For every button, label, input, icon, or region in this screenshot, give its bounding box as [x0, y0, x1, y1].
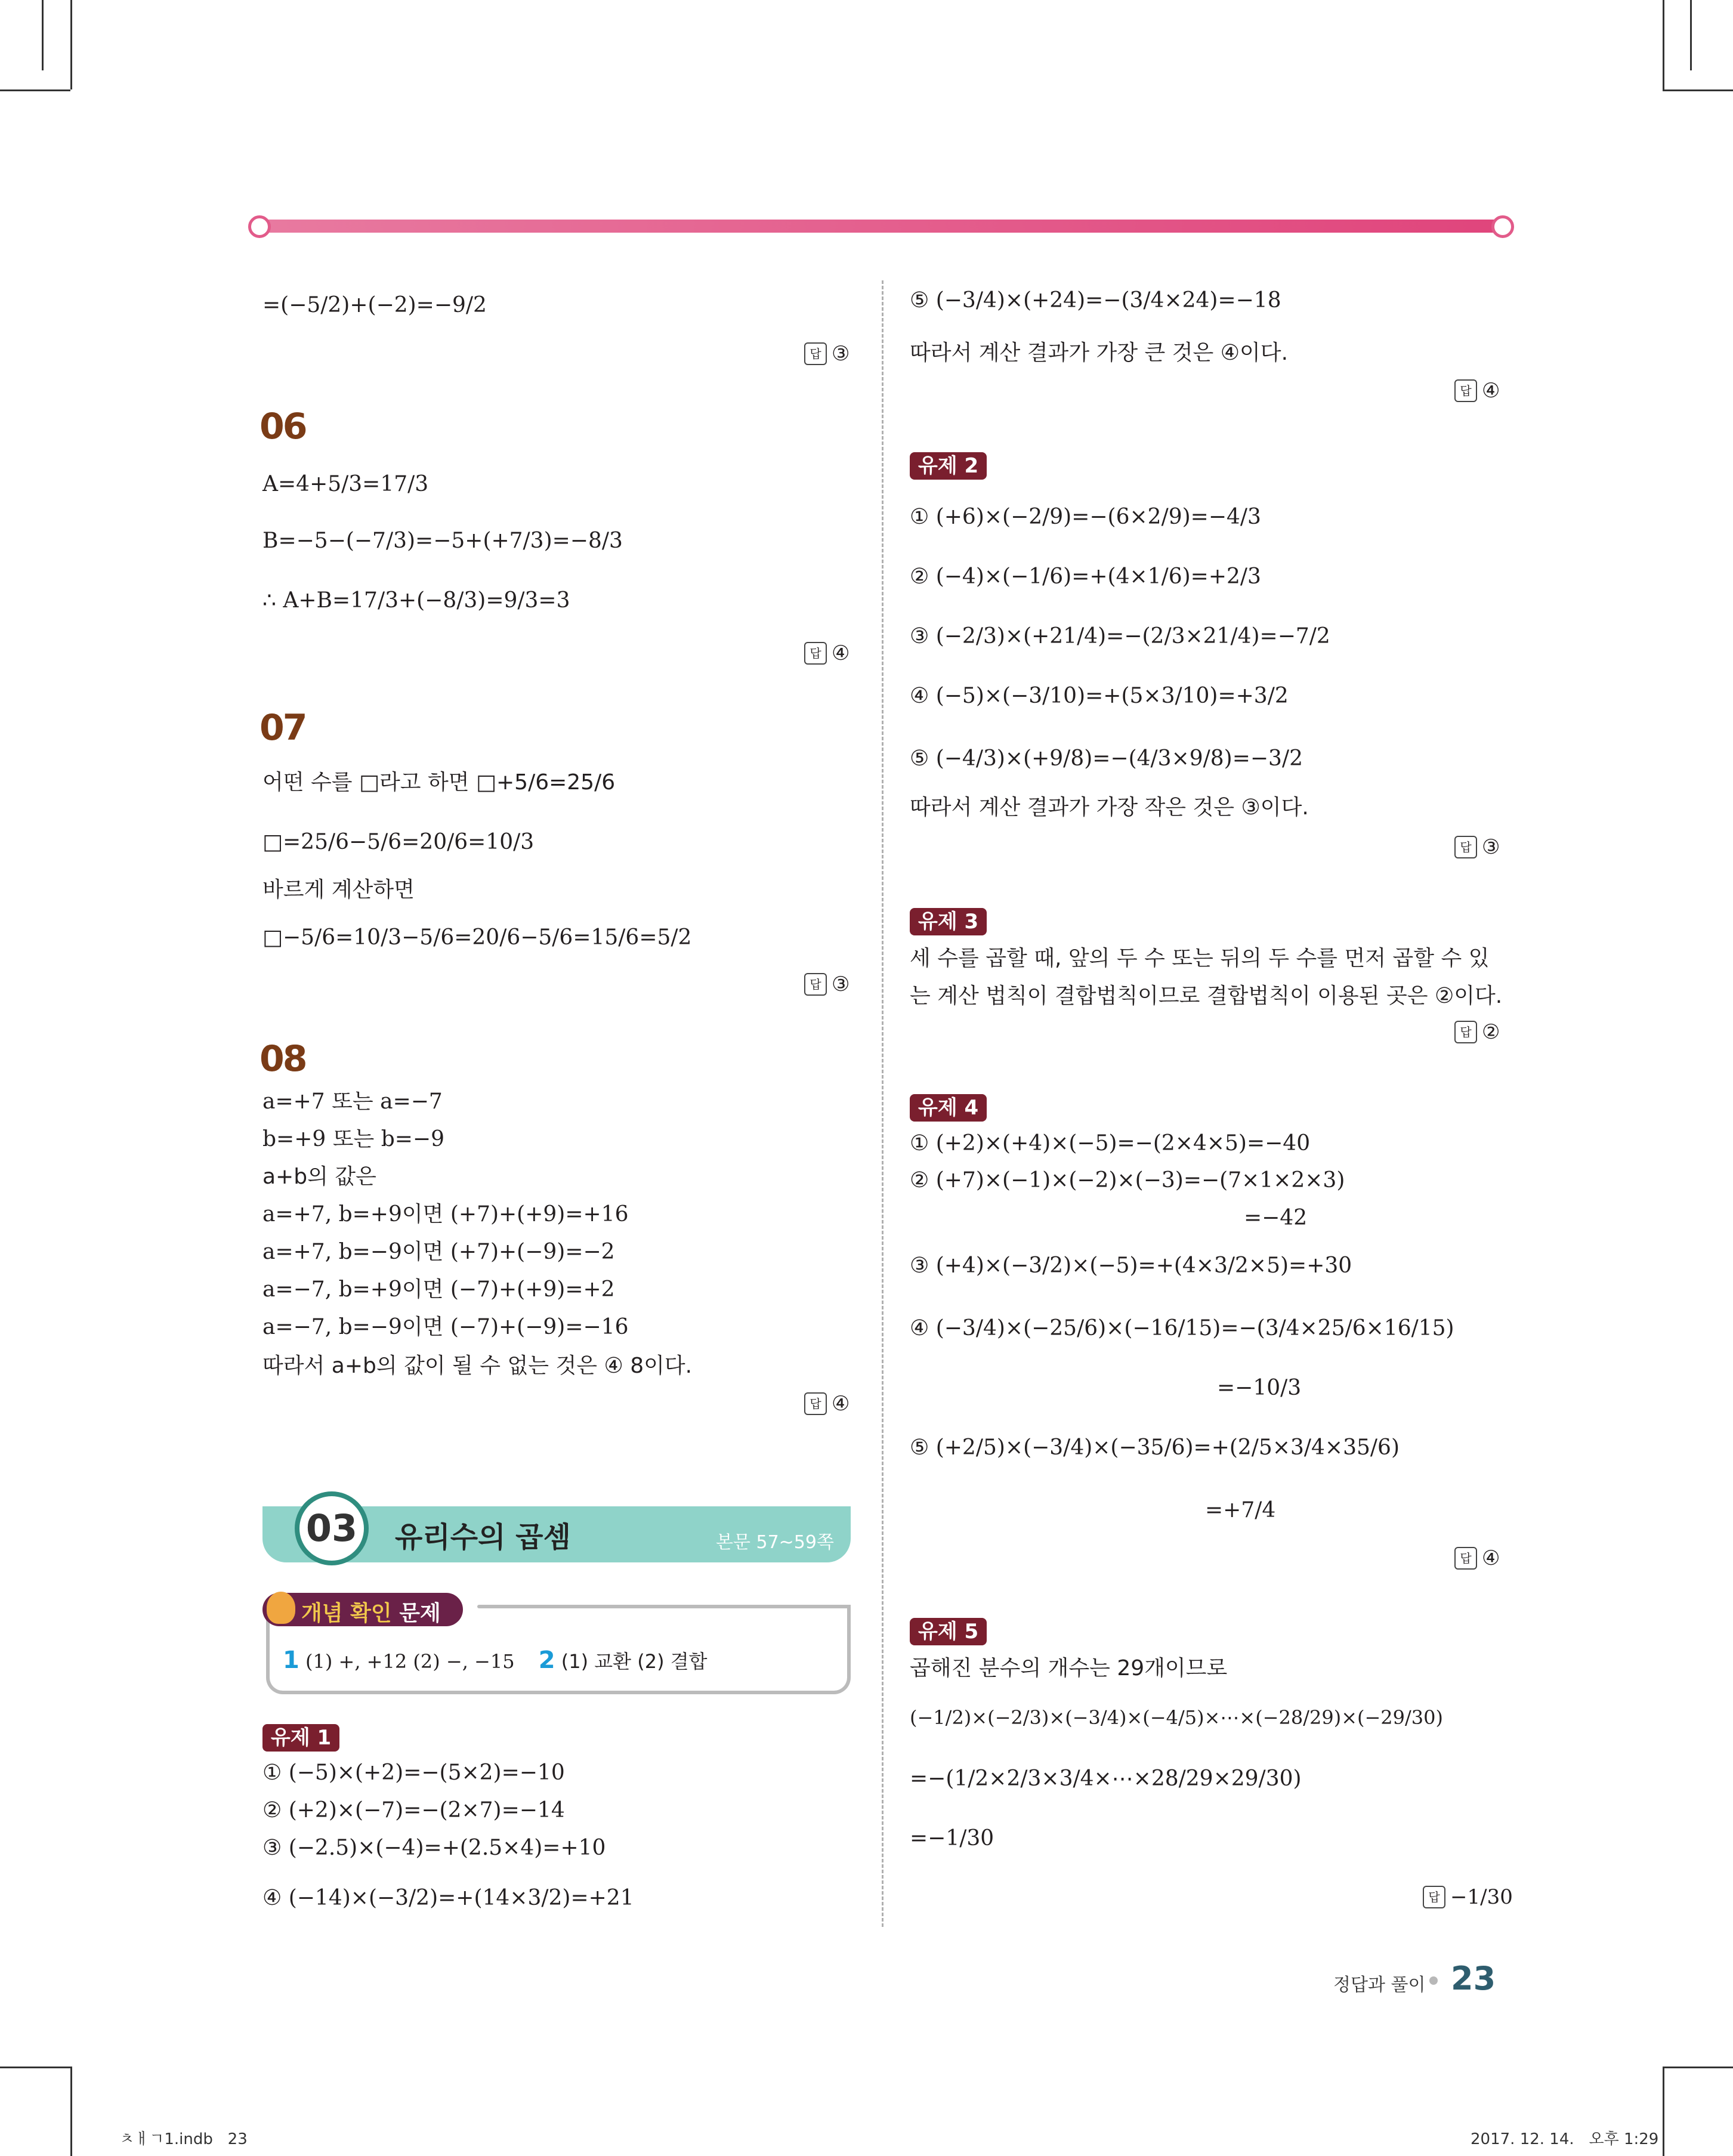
answer-tag-icon: 답 [1454, 836, 1477, 858]
equation-line: □=25/6−5/6=20/6=10/3 [262, 830, 535, 854]
equation-line: ② (+7)×(−1)×(−2)×(−3)=−(7×1×2×3) [910, 1168, 1345, 1193]
equation-line: ⑤ (−4/3)×(+9/8)=−(4/3×9/8)=−3/2 [910, 746, 1303, 771]
answer-tag-icon: 답 [1454, 1547, 1477, 1570]
equation-line: ① (−5)×(+2)=−(5×2)=−10 [262, 1760, 565, 1785]
slug-right: 2017. 12. 14. 오후 1:29 [1471, 2130, 1659, 2148]
equation-line: ① (+6)×(−2/9)=−(6×2/9)=−4/3 [910, 505, 1261, 529]
answer-value: ④ [1482, 1546, 1500, 1570]
crop-mark [1663, 89, 1733, 91]
answer-value: ③ [832, 342, 850, 366]
header-rule-dot-right [1491, 215, 1514, 238]
section-title: 유리수의 곱셈 [395, 1521, 571, 1554]
answer-value: ④ [832, 1392, 850, 1416]
answer-value: ② [1482, 1020, 1500, 1044]
text-line: 바르게 계산하면 [262, 878, 415, 902]
concept-item-number: 1 [283, 1647, 299, 1674]
answer-tag-icon: 답 [1454, 1021, 1477, 1043]
equation-line: (−1/2)×(−2/3)×(−3/4)×(−4/5)×⋯×(−28/29)×(−29/30) [910, 1706, 1443, 1729]
text-line: 세 수를 곱할 때, 앞의 두 수 또는 뒤의 두 수를 먼저 곱할 수 있 [910, 946, 1490, 971]
answer-tag-icon: 답 [804, 1392, 827, 1415]
equation-line: =(−5/2)+(−2)=−9/2 [262, 293, 487, 317]
text-line: 는 계산 법칙이 결합법칙이므로 결합법칙이 이용된 곳은 ②이다. [910, 984, 1503, 1008]
equation-line: a=+7 또는 a=−7 [262, 1089, 443, 1114]
equation-line: B=−5−(−7/3)=−5+(+7/3)=−8/3 [262, 529, 623, 553]
concept-answers [283, 1647, 708, 1674]
text-line: 따라서 a+b의 값이 될 수 없는 것은 ④ 8이다. [262, 1354, 693, 1378]
crop-mark [1663, 2067, 1733, 2068]
footer-label: 정답과 풀이 [1333, 1975, 1426, 1996]
equation-line: a=−7, b=−9이면 (−7)+(−9)=−16 [262, 1315, 629, 1339]
equation-line: ③ (−2.5)×(−4)=+(2.5×4)=+10 [262, 1836, 606, 1860]
example-badge: 유제 4 [910, 1094, 987, 1122]
section-number-circle: 03 [295, 1491, 369, 1565]
answer-value: ④ [1482, 379, 1500, 403]
concept-item-number: 2 [538, 1647, 555, 1674]
answer-tag-icon: 답 [804, 973, 827, 996]
equation-line: =−1/30 [910, 1826, 994, 1851]
problem-number: 06 [260, 406, 306, 447]
equation-line: ② (+2)×(−7)=−(2×7)=−14 [262, 1798, 565, 1823]
concept-item: (1) 교환 (2) 결합 [561, 1650, 708, 1673]
crop-mark [0, 2067, 70, 2068]
equation-line: ② (−4)×(−1/6)=+(4×1/6)=+2/3 [910, 564, 1261, 589]
equation-line: a=+7, b=+9이면 (+7)+(+9)=+16 [262, 1202, 629, 1227]
text-line: 어떤 수를 □라고 하면 □+5/6=25/6 [262, 770, 616, 795]
page-number: 23 [1451, 1960, 1496, 1997]
header-rule [257, 220, 1503, 233]
equation-line: =−(1/2×2/3×3/4×⋯×28/29×29/30) [910, 1766, 1302, 1791]
answer-mark [1423, 1885, 1513, 1909]
equation-line: =+7/4 [1205, 1498, 1276, 1522]
example-badge: 유제 5 [910, 1618, 987, 1645]
equation-line: =−10/3 [1217, 1376, 1302, 1400]
answer-value: ④ [832, 641, 850, 665]
text-line: a+b의 값은 [262, 1165, 376, 1189]
crop-mark [42, 0, 44, 70]
answer-mark [804, 641, 849, 665]
answer-tag-icon: 답 [1423, 1886, 1445, 1908]
answer-mark [804, 342, 849, 366]
crop-mark [0, 89, 70, 91]
answer-value: ③ [1482, 835, 1500, 859]
equation-line: ⑤ (−3/4)×(+24)=−(3/4×24)=−18 [910, 288, 1281, 313]
equation-line: ∴ A+B=17/3+(−8/3)=9/3=3 [262, 588, 570, 613]
answer-tag-icon: 답 [804, 642, 827, 665]
text-line: 곱해진 분수의 개수는 29개이므로 [910, 1656, 1228, 1681]
equation-line: ④ (−3/4)×(−25/6)×(−16/15)=−(3/4×25/6×16/15) [910, 1316, 1454, 1340]
answer-mark [804, 972, 849, 996]
answer-tag-icon: 답 [1454, 379, 1477, 402]
problem-number: 07 [260, 707, 306, 749]
equation-line: ④ (−14)×(−3/2)=+(14×3/2)=+21 [262, 1886, 634, 1910]
answer-value: −1/30 [1450, 1885, 1513, 1909]
concept-check-box-top [477, 1605, 851, 1608]
crop-mark [1663, 2067, 1664, 2156]
equation-line: A=4+5/3=17/3 [262, 472, 429, 496]
concept-label-text: 개념 확인 문제 [301, 1601, 441, 1626]
lightbulb-icon [267, 1592, 295, 1624]
problem-number: 08 [260, 1038, 306, 1080]
crop-mark [70, 0, 72, 89]
column-divider [882, 280, 884, 1927]
footer-dot [1429, 1976, 1438, 1985]
answer-mark [1454, 1020, 1500, 1044]
equation-line: ① (+2)×(+4)×(−5)=−(2×4×5)=−40 [910, 1131, 1311, 1156]
concept-item: (1) +, +12 (2) −, −15 [305, 1650, 515, 1673]
equation-line: b=+9 또는 b=−9 [262, 1127, 444, 1151]
answer-value: ③ [832, 972, 850, 996]
section-page-ref: 본문 57~59쪽 [716, 1532, 834, 1553]
example-badge: 유제 2 [910, 452, 987, 480]
answer-mark [804, 1392, 849, 1416]
equation-line: a=−7, b=+9이면 (−7)+(+9)=+2 [262, 1277, 615, 1302]
header-rule-dot-left [248, 215, 271, 238]
text-line: 따라서 계산 결과가 가장 큰 것은 ④이다. [910, 341, 1289, 365]
crop-mark [1663, 0, 1664, 89]
answer-mark [1454, 835, 1500, 859]
answer-mark [1454, 379, 1500, 403]
example-badge: 유제 3 [910, 908, 987, 935]
crop-mark [70, 2067, 72, 2156]
equation-line: □−5/6=10/3−5/6=20/6−5/6=15/6=5/2 [262, 925, 692, 950]
answer-tag-icon: 답 [804, 342, 827, 365]
equation-line: =−42 [1244, 1206, 1308, 1230]
equation-line: ③ (+4)×(−3/2)×(−5)=+(4×3/2×5)=+30 [910, 1253, 1352, 1278]
example-badge: 유제 1 [262, 1724, 339, 1752]
text-line: 따라서 계산 결과가 가장 작은 것은 ③이다. [910, 795, 1309, 820]
equation-line: a=+7, b=−9이면 (+7)+(−9)=−2 [262, 1240, 615, 1264]
equation-line: ④ (−5)×(−3/10)=+(5×3/10)=+3/2 [910, 684, 1289, 708]
equation-line: ⑤ (+2/5)×(−3/4)×(−35/6)=+(2/5×3/4×35/6) [910, 1435, 1400, 1460]
answer-mark [1454, 1546, 1500, 1570]
slug-left: ㅊㅐㄱ1.indb 23 [119, 2130, 248, 2148]
equation-line: ③ (−2/3)×(+21/4)=−(2/3×21/4)=−7/2 [910, 624, 1330, 648]
crop-mark [1690, 0, 1692, 70]
